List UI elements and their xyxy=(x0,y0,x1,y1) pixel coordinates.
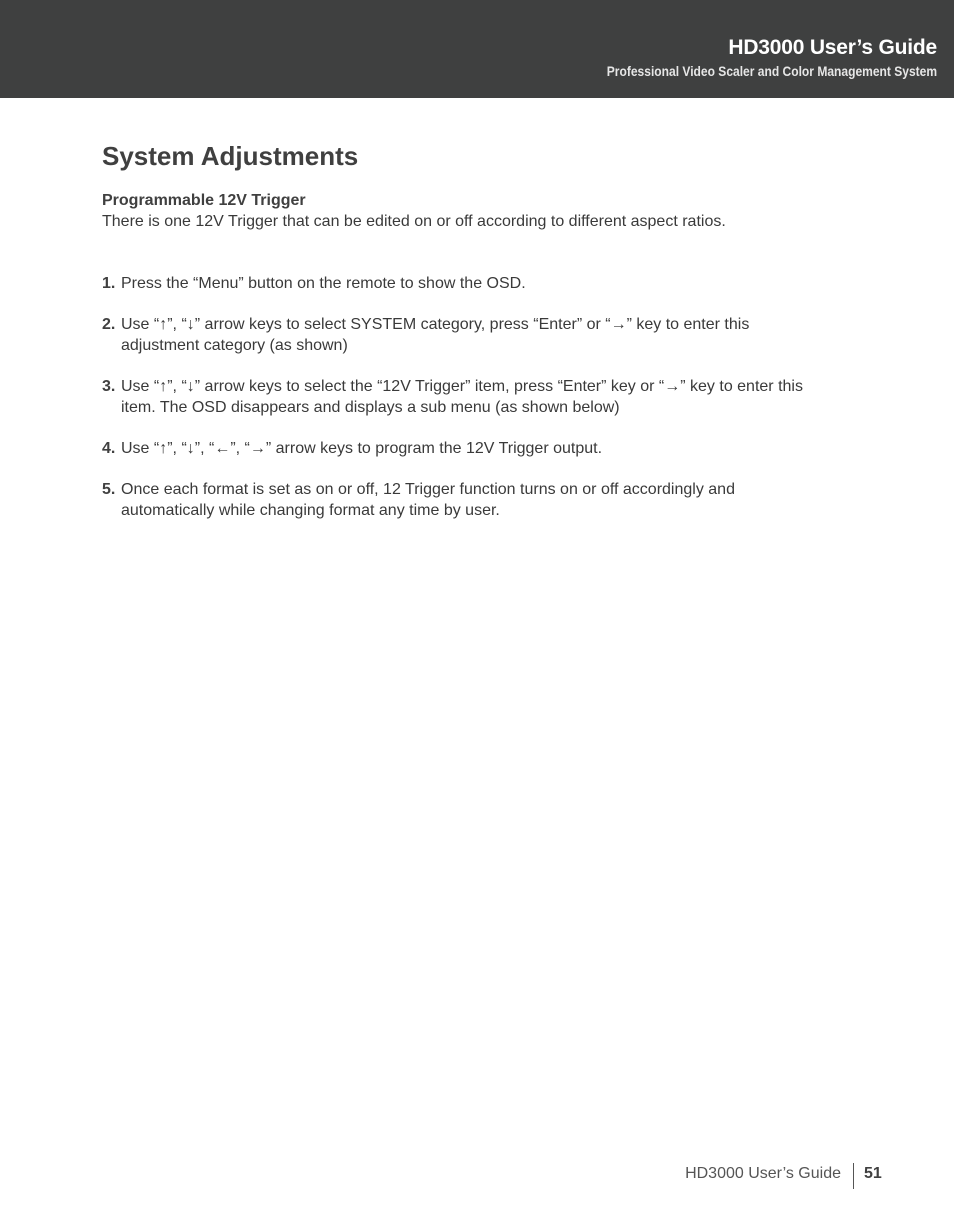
step-item xyxy=(102,438,822,459)
step-text: Use “↑”, “↓” arrow keys to select SYSTEM category, press “Enter” or “→” key to enter this adjustment category (as shown) xyxy=(121,316,750,354)
step-text: Use “↑”, “↓” arrow keys to select the “12V Trigger” item, press “Enter” key or “→” key to enter this item. The OSD disappears and displays a sub menu (as shown below) xyxy=(121,378,803,416)
step-text: Use “↑”, “↓”, “←”, “→” arrow keys to program the 12V Trigger output. xyxy=(121,440,603,457)
page-content xyxy=(102,140,822,541)
step-number: 5. xyxy=(102,481,116,498)
section-title: System Adjustments xyxy=(102,141,359,171)
header-title: HD3000 User’s Guide xyxy=(728,36,937,59)
header-subtitle: Professional Video Scaler and Color Management System xyxy=(606,63,937,79)
steps-list xyxy=(102,273,822,521)
step-text: Once each format is set as on or off, 12 Trigger function turns on or off accordingly and automatically while changing format any time by user. xyxy=(121,481,735,519)
step-item xyxy=(102,376,822,418)
step-item xyxy=(102,314,822,356)
header-band xyxy=(0,0,954,98)
step-number: 2. xyxy=(102,316,116,333)
step-item xyxy=(102,479,822,521)
footer-guide-label: HD3000 User’s Guide xyxy=(685,1165,841,1182)
step-item xyxy=(102,273,822,294)
page-number: 51 xyxy=(864,1165,882,1182)
footer-divider xyxy=(853,1163,854,1189)
step-text: Press the “Menu” button on the remote to show the OSD. xyxy=(121,275,526,292)
step-number: 4. xyxy=(102,440,116,457)
step-number: 1. xyxy=(102,275,116,292)
subheading: Programmable 12V Trigger xyxy=(102,192,306,209)
intro-paragraph: There is one 12V Trigger that can be edited on or off according to different aspect ratios. xyxy=(102,213,726,230)
step-number: 3. xyxy=(102,378,116,395)
